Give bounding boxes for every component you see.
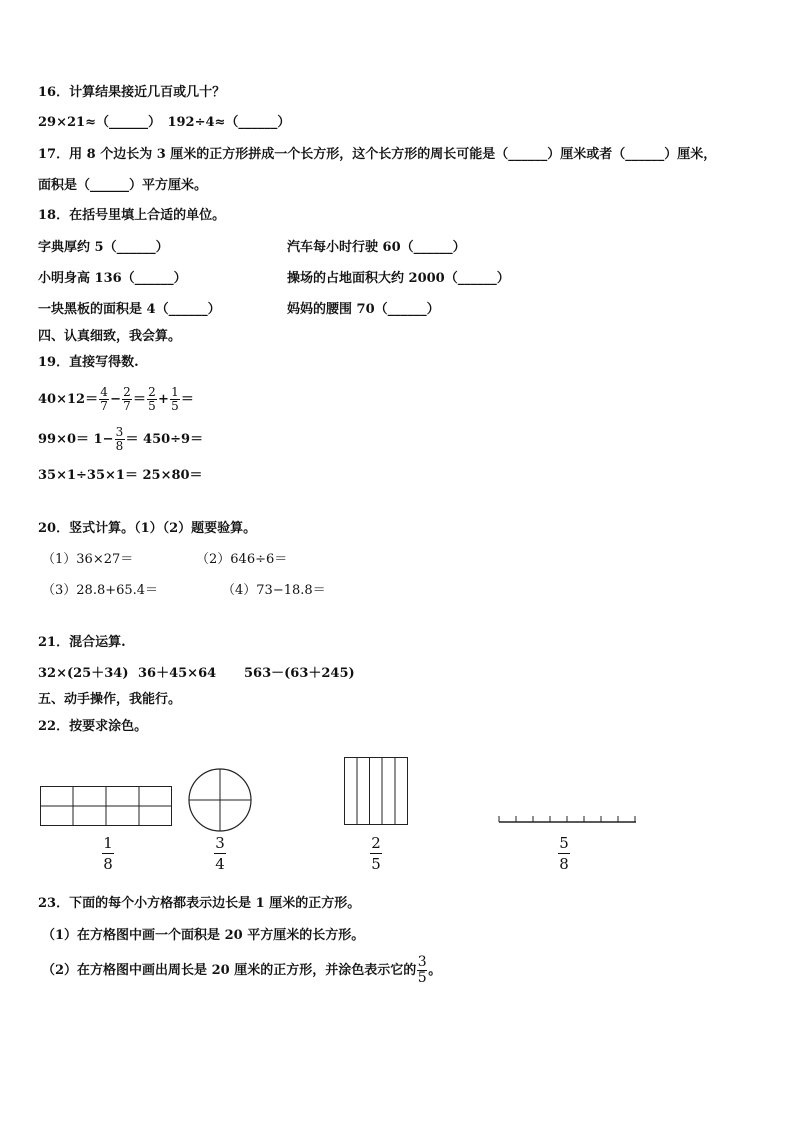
q18-item: 一块黑板的面积是 4（______） — [38, 302, 221, 317]
q19-row1: 40×12＝ $\frac{4}{7}$ − $\frac{2}{7}$ ＝ $\frac{2}{5}$ + $\frac{1}{5}$ ＝ — [38, 385, 194, 413]
q17-line1: 17．用 8 个边长为 3 厘米的正方形拼成一个长方形，这个长方形的周长可能是（______）厘米或者（______）厘米， — [38, 147, 717, 162]
fraction: $\frac{3}{8}$ — [115, 425, 124, 453]
fraction-label: 3 4 — [215, 834, 225, 873]
q20-problem-1: （1）36×27＝ — [42, 552, 134, 567]
q23-part-1: （1）在方格图中画一个面积是 20 平方厘米的长方形。 — [42, 928, 365, 943]
section-4-heading: 四、认真细致，我会算。 — [38, 329, 182, 344]
fraction-label: 1 8 — [103, 834, 113, 873]
q19-title: 19．直接写得数. — [38, 355, 139, 370]
fraction: $\frac{1}{5}$ — [171, 385, 179, 413]
segmented-line-figure — [498, 812, 638, 824]
q19-row2: 99×0＝ 1− $\frac{3}{8}$ ＝ 450÷9＝ — [38, 425, 204, 453]
rectangle-grid-figure — [40, 786, 172, 826]
q19-row3: 35×1÷35×1＝ 25×80＝ — [38, 468, 203, 483]
q18-title: 18．在括号里填上合适的单位。 — [38, 208, 226, 223]
q20-problem-4: （4）73−18.8＝ — [222, 583, 326, 598]
q23-title: 23．下面的每个小方格都表示边长是 1 厘米的正方形。 — [38, 896, 361, 911]
q21-expr-3: 563－(63＋245) — [244, 666, 355, 681]
q18-item: 妈妈的腰围 70（______） — [287, 302, 440, 317]
fraction-label: 5 8 — [559, 834, 569, 873]
q18-item: 汽车每小时行驶 60（______） — [287, 240, 466, 255]
q18-item: 操场的占地面积大约 2000（______） — [287, 271, 510, 286]
q18-item: 小明身高 136（______） — [38, 271, 187, 286]
q16-title: 16．计算结果接近几百或几十？ — [38, 85, 226, 100]
fraction: $\frac{4}{7}$ — [100, 385, 108, 413]
fraction: $\frac{3}{5}$ — [417, 954, 427, 986]
vertical-strips-figure — [344, 757, 408, 825]
q18-item: 字典厚约 5（______） — [38, 240, 169, 255]
q16-line: 29×21≈（______） 192÷4≈（______） — [38, 115, 291, 130]
section-5-heading: 五、动手操作，我能行。 — [38, 692, 182, 707]
fraction: $\frac{2}{5}$ — [148, 385, 156, 413]
q21-expr-1: 32×(25＋34) — [38, 666, 129, 681]
q20-problem-3: （3）28.8+65.4＝ — [42, 583, 159, 598]
q23-part-2: （2）在方格图中画出周长是 20 厘米的正方形，并涂色表示它的 $\frac{3}{5}$ 。 — [42, 954, 442, 986]
q20-title: 20．竖式计算。（1）（2）题要验算。 — [38, 521, 257, 536]
q20-problem-2: （2）646÷6＝ — [196, 552, 288, 567]
fraction: $\frac{2}{7}$ — [123, 385, 131, 413]
circle-quarters-figure — [188, 768, 252, 832]
q21-title: 21．混合运算. — [38, 635, 126, 650]
q22-title: 22．按要求涂色。 — [38, 719, 148, 734]
fraction-label: 2 5 — [371, 834, 381, 873]
q21-expr-2: 36＋45×64 — [138, 666, 217, 681]
q17-line2: 面积是（______）平方厘米。 — [38, 178, 208, 193]
